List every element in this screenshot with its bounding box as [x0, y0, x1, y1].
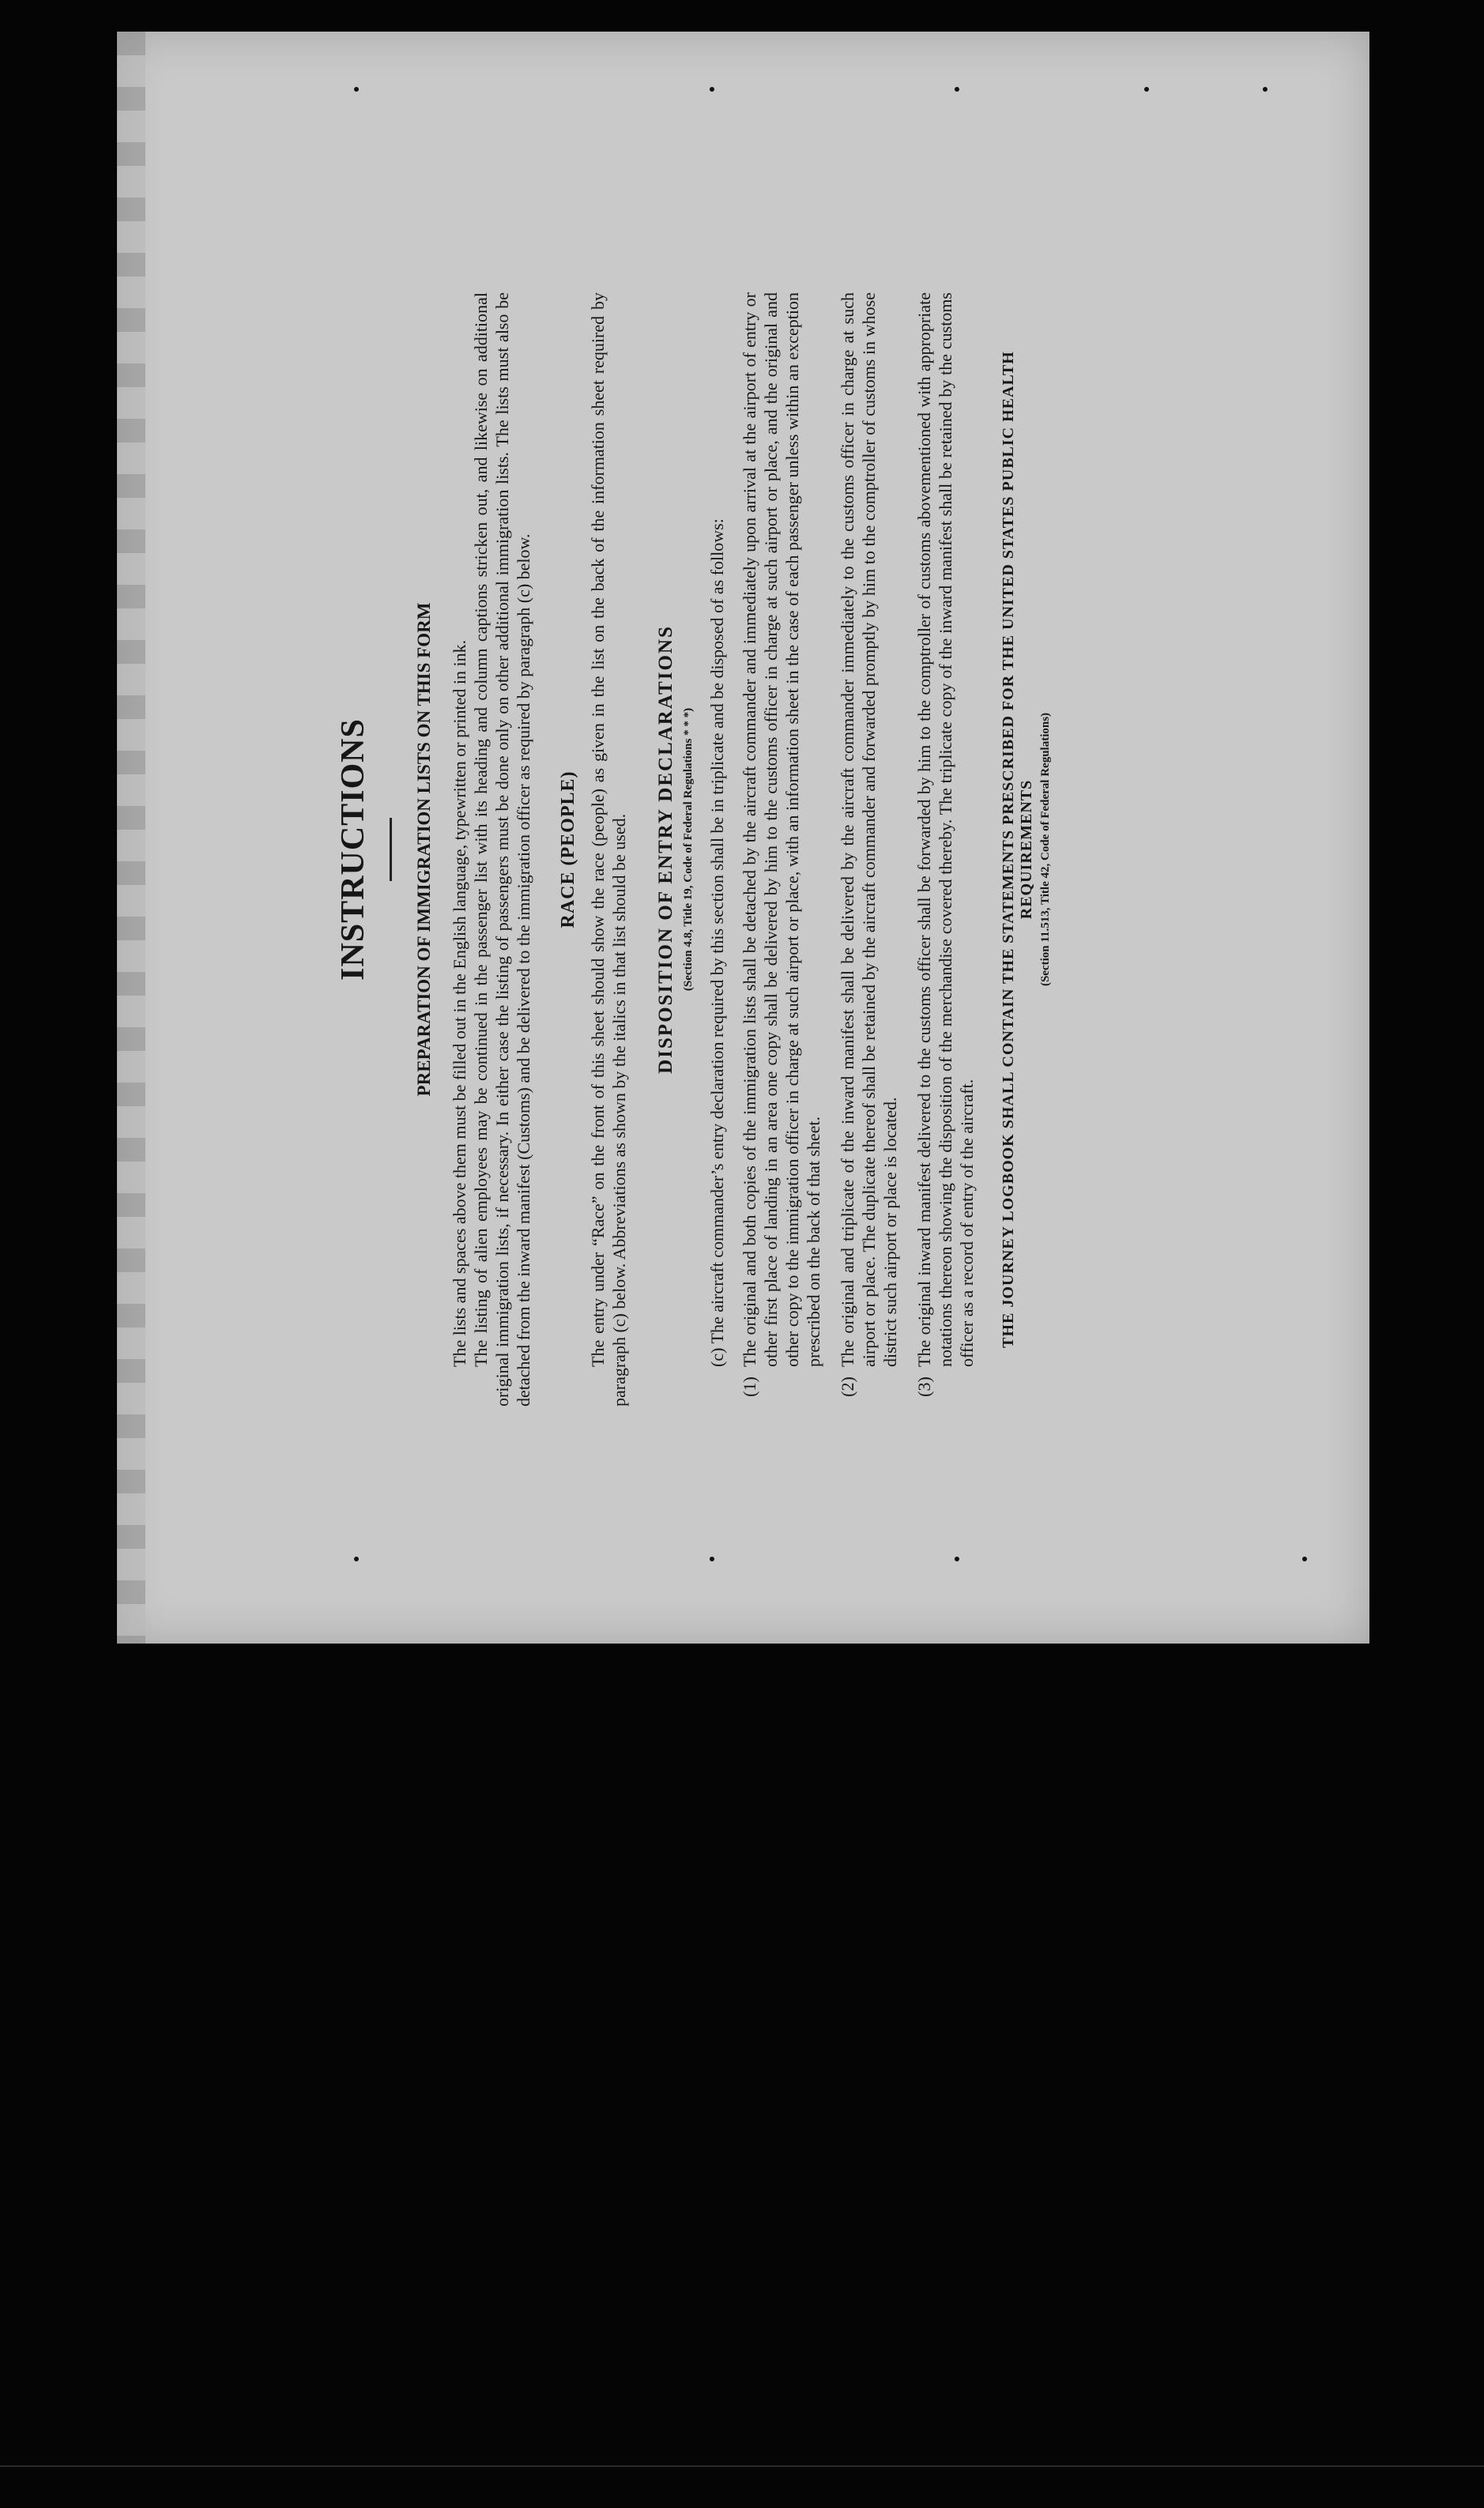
logbook-statement: THE JOURNEY LOGBOOK SHALL CONTAIN THE STATEMENTS PRESCRIBED FOR THE UNITED STATES PUBLIC HEALTH REQUIREMENTS: [1000, 351, 1035, 1348]
disposition-citation: (Section 4.8, Title 19, Code of Federal Regulations * * *): [682, 707, 695, 992]
item-text: The original and triplicate of the inward manifest shall be delivered by the aircraft commander immediately to the customs officer in charge at such airport or place. The duplicate thereof shall be retained by the aircraft commander and forwarded promptly by him to the comptroller of customs in whose district such airport or place is located.: [838, 292, 900, 1367]
title-rule: [390, 818, 392, 881]
prep-heading: PREPARATION OF IMMIGRATION LISTS ON THIS FORM: [414, 602, 434, 1097]
list-item: [739, 292, 824, 1407]
list-item: [913, 292, 977, 1407]
logbook-citation: (Section 11.513, Title 42, Code of Federal Regulations): [1039, 712, 1052, 987]
item-number: (3): [914, 1376, 934, 1397]
disposition-intro: (c) The aircraft commander’s entry declaration required by this section shall be in triplicate and be disposed of as follows:: [707, 518, 727, 1367]
rotated-page: [153, 71, 1342, 1604]
prep-paragraph-1: The lists and spaces above them must be filled out in the English language, typewritten or printed in ink.: [450, 639, 469, 1367]
disposition-list: [739, 292, 977, 1407]
item-number: (1): [740, 1376, 759, 1397]
disposition-heading: DISPOSITION OF ENTRY DECLARATIONS: [655, 625, 676, 1074]
item-number: (2): [838, 1376, 857, 1397]
document-sheet: [117, 32, 1369, 1644]
scan-artifact-line: [0, 2465, 1484, 2467]
torn-edge: [117, 32, 145, 1644]
item-text: The original inward manifest delivered to the customs officer shall be forwarded by him to the comptroller of customs abovementioned with appropriate notations thereon showing the disposition of the merchandise covered thereby. The triplicate copy of the inward manifest shall be retained by the customs officer as a record of entry of the aircraft.: [914, 292, 977, 1367]
race-heading: RACE (PEOPLE): [558, 770, 578, 928]
page-title: INSTRUCTIONS: [335, 718, 371, 981]
page-content: [334, 71, 1053, 1604]
race-paragraph: The entry under “Race” on the front of this sheet should show the race (people) as given in the list on the back of the information sheet required by paragraph (c) below. Abbreviations as shown by the italics in that list should be used.: [588, 292, 629, 1407]
prep-paragraph-2: The listing of alien employees may be continued in the passenger list with its heading and column captions stricken out, and likewise on additional original immigration lists, if necessary. In either case the listing of passengers must be done only on other additional immigration lists. The lists must also be detached from the inward manifest (Customs) and be delivered to the immigration officer as required by paragraph (c) below.: [471, 292, 533, 1407]
list-item: [837, 292, 901, 1407]
item-text: The original and both copies of the immigration lists shall be detached by the aircraft commander and immediately upon arrival at the airport of entry or other first place of landing in an area one copy shall be delivered by him to the customs officer in charge at such airport or place, and the original and other copy to the immigration officer in charge at such airport or place, with an information sheet in the case of each passenger unless within an exception prescribed on the back of that sheet.: [740, 292, 823, 1367]
